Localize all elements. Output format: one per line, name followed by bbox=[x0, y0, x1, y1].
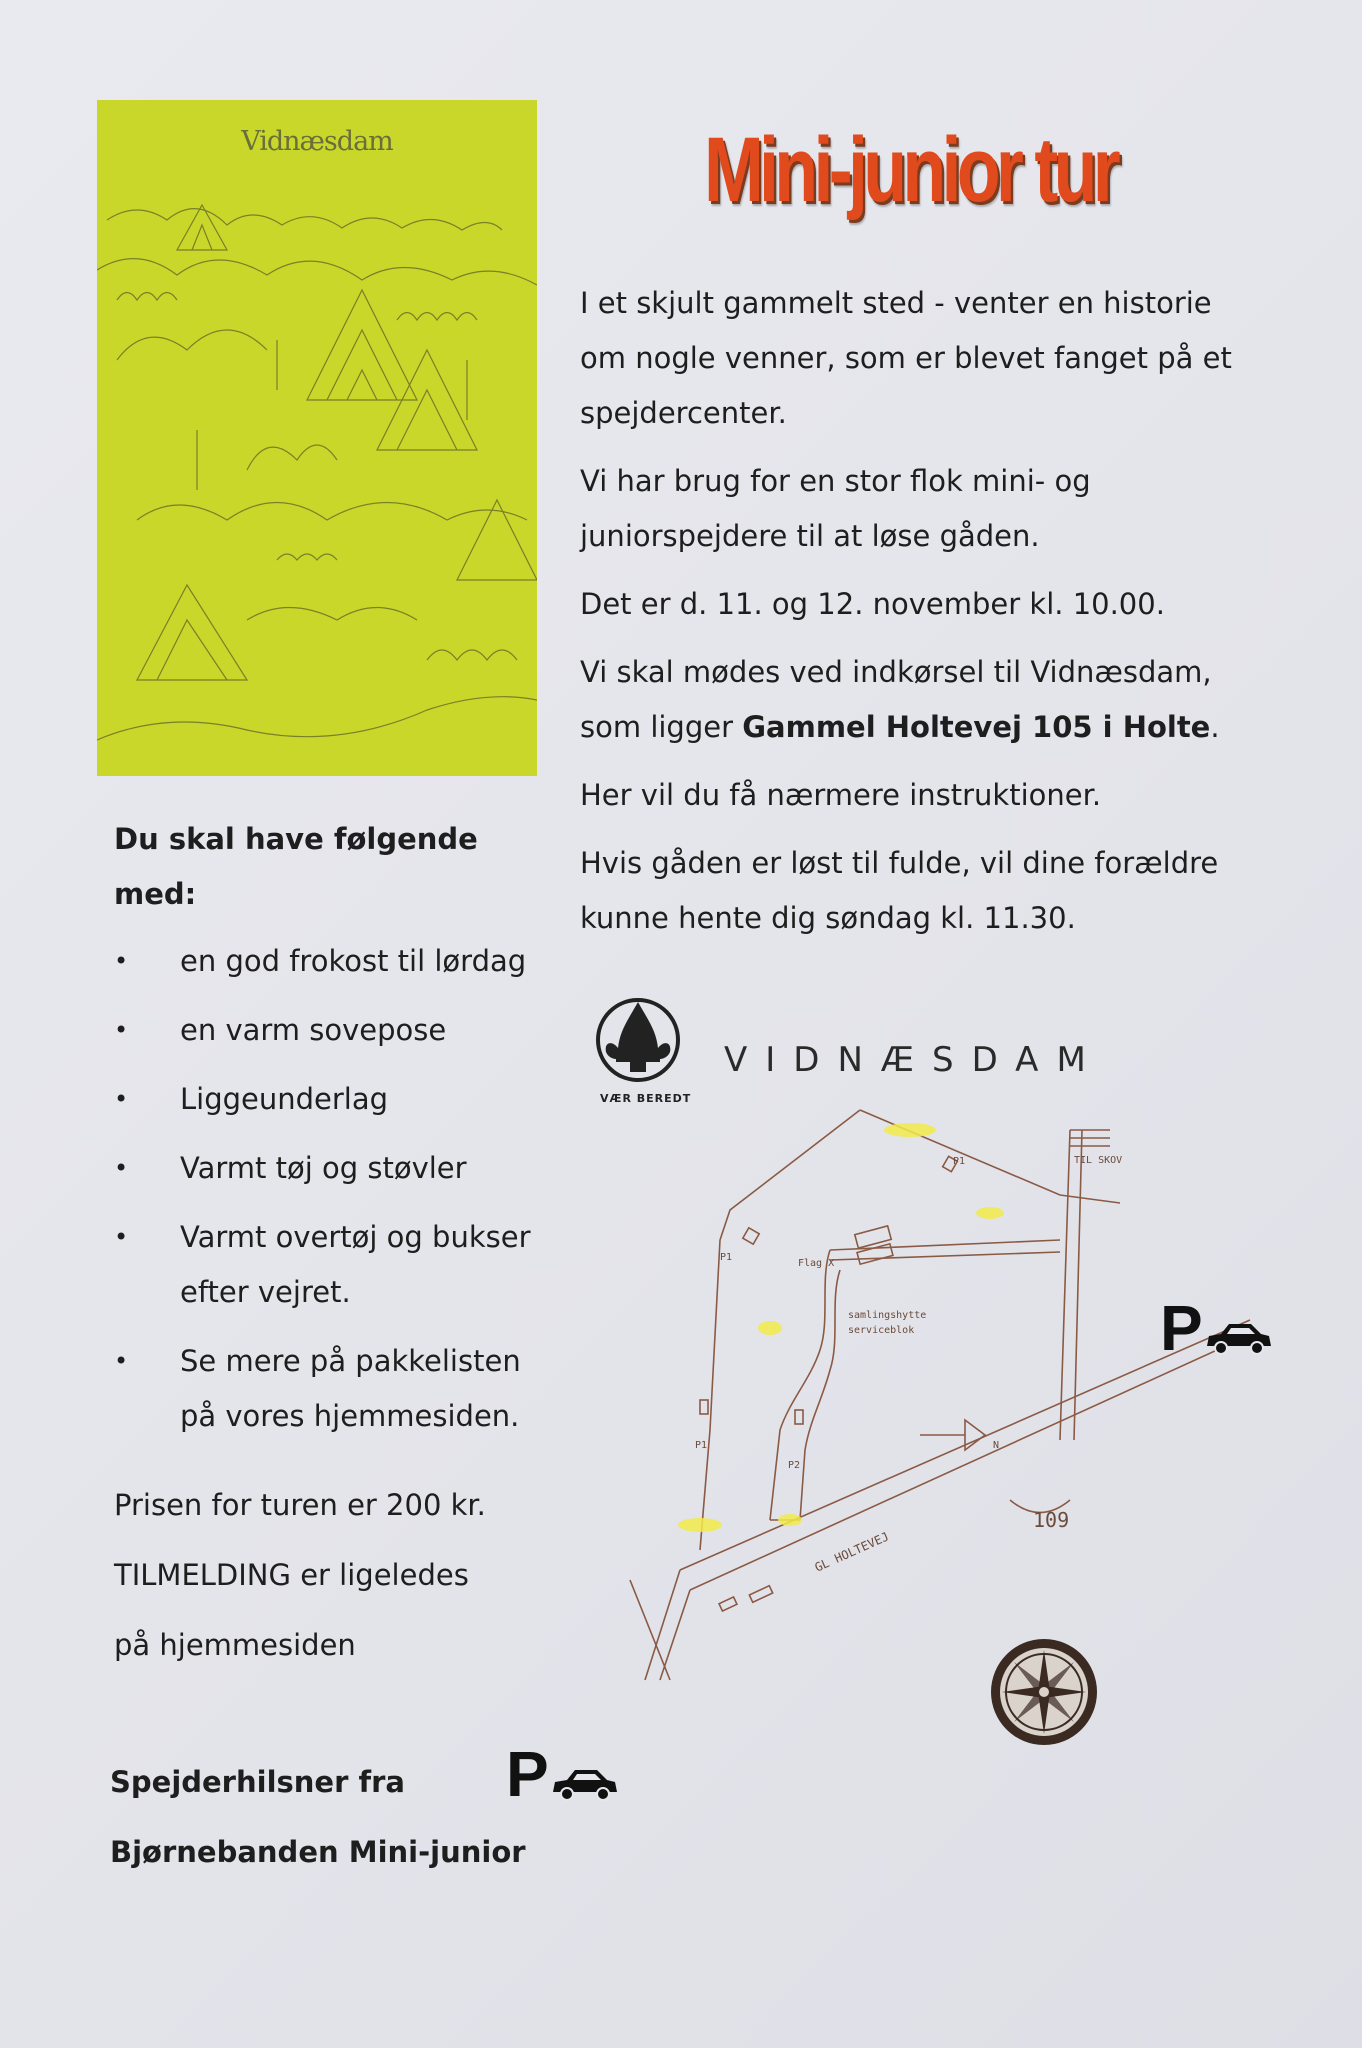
map-logo-text: VIDNÆSDAM bbox=[724, 1040, 1104, 1080]
intro-paragraph-6: Hvis gåden er løst til fulde, vil dine forældre kunne hente dig søndag kl. 11.30. bbox=[580, 846, 1219, 935]
list-item bbox=[114, 1141, 544, 1196]
intro-p4-after: . bbox=[1210, 710, 1220, 744]
greeting bbox=[110, 1747, 526, 1887]
parking-sign-right bbox=[1160, 1292, 1273, 1364]
bullet-icon: • bbox=[114, 947, 129, 975]
list-item bbox=[114, 1003, 544, 1058]
map-label-number: 109 bbox=[1033, 1508, 1070, 1532]
map-label-north: N bbox=[993, 1440, 1000, 1451]
list-item-text: Liggeunderlag bbox=[180, 1082, 389, 1116]
map-label-p2: P2 bbox=[788, 1460, 801, 1471]
sketch-drawing bbox=[97, 100, 537, 776]
list-item bbox=[114, 1210, 544, 1320]
greeting-line-1: Spejderhilsner fra bbox=[110, 1765, 405, 1799]
list-item bbox=[114, 1334, 544, 1444]
bullet-icon: • bbox=[114, 1223, 129, 1251]
map-label-samlingshytte: samlingshytte bbox=[848, 1310, 927, 1321]
intro-text bbox=[580, 276, 1260, 959]
map-label-p1-bottom: P1 bbox=[695, 1440, 708, 1451]
price-info bbox=[114, 1470, 486, 1680]
meeting-address: Gammel Holtevej 105 i Holte bbox=[742, 710, 1211, 744]
registration-line: TILMELDING er ligeledes bbox=[114, 1558, 469, 1592]
website-line: på hjemmesiden bbox=[114, 1628, 356, 1662]
parking-letter: P bbox=[506, 1738, 549, 1810]
site-map-drawing bbox=[590, 980, 1280, 1770]
list-item-text: Varmt overtøj og bukser efter vejret. bbox=[180, 1220, 531, 1309]
map-label-serviceblok: serviceblok bbox=[848, 1325, 915, 1336]
car-icon bbox=[1203, 1320, 1273, 1356]
list-item bbox=[114, 934, 544, 989]
greeting-line-2: Bjørnebanden Mini-junior bbox=[110, 1835, 526, 1869]
list-item bbox=[114, 1072, 544, 1127]
packing-list-heading: Du skal have følgende med: bbox=[114, 822, 478, 911]
packing-list bbox=[114, 934, 544, 1444]
map-label-p1-top: P1 bbox=[953, 1156, 966, 1167]
car-icon bbox=[549, 1766, 619, 1802]
emblem-label: VÆR BEREDT bbox=[600, 1092, 692, 1105]
bullet-icon: • bbox=[114, 1347, 129, 1375]
intro-p4-before: Vi skal mødes ved indkørsel til Vidnæsdam, som ligger bbox=[580, 655, 1212, 744]
list-item-text: en varm sovepose bbox=[180, 1013, 447, 1047]
bullet-icon: • bbox=[114, 1154, 129, 1182]
parking-letter: P bbox=[1160, 1292, 1203, 1364]
list-item-text: en god frokost til lørdag bbox=[180, 944, 527, 978]
bullet-icon: • bbox=[114, 1085, 129, 1113]
intro-paragraph-4 bbox=[580, 645, 1260, 755]
list-item-text: Varmt tøj og støvler bbox=[180, 1151, 467, 1185]
site-map bbox=[590, 980, 1280, 1770]
intro-paragraph-5: Her vil du få nærmere instruktioner. bbox=[580, 778, 1102, 812]
vidnaesdam-illustration bbox=[97, 100, 537, 776]
map-label-p1-left: P1 bbox=[720, 1252, 733, 1263]
map-label-flag: Flag X bbox=[798, 1258, 835, 1269]
intro-paragraph-3: Det er d. 11. og 12. november kl. 10.00. bbox=[580, 587, 1165, 621]
map-label-skov: TIL SKOV bbox=[1074, 1155, 1123, 1166]
illustration-caption: Vidnæsdam bbox=[241, 126, 393, 157]
page-title: Mini-junior tur bbox=[703, 119, 1117, 221]
bullet-icon: • bbox=[114, 1016, 129, 1044]
price-line: Prisen for turen er 200 kr. bbox=[114, 1488, 486, 1522]
intro-paragraph-2: Vi har brug for en stor flok mini- og juniorspejdere til at løse gåden. bbox=[580, 464, 1091, 553]
compass-rose-icon bbox=[988, 1636, 1100, 1748]
map-label-road: GL HOLTEVEJ bbox=[812, 1529, 891, 1575]
packing-list-section bbox=[114, 812, 544, 1458]
list-item-text: Se mere på pakkelisten på vores hjemmesiden. bbox=[180, 1344, 521, 1433]
intro-paragraph-1: I et skjult gammelt sted - venter en historie om nogle venner, som er blevet fanget på et spejdercenter. bbox=[580, 286, 1232, 430]
